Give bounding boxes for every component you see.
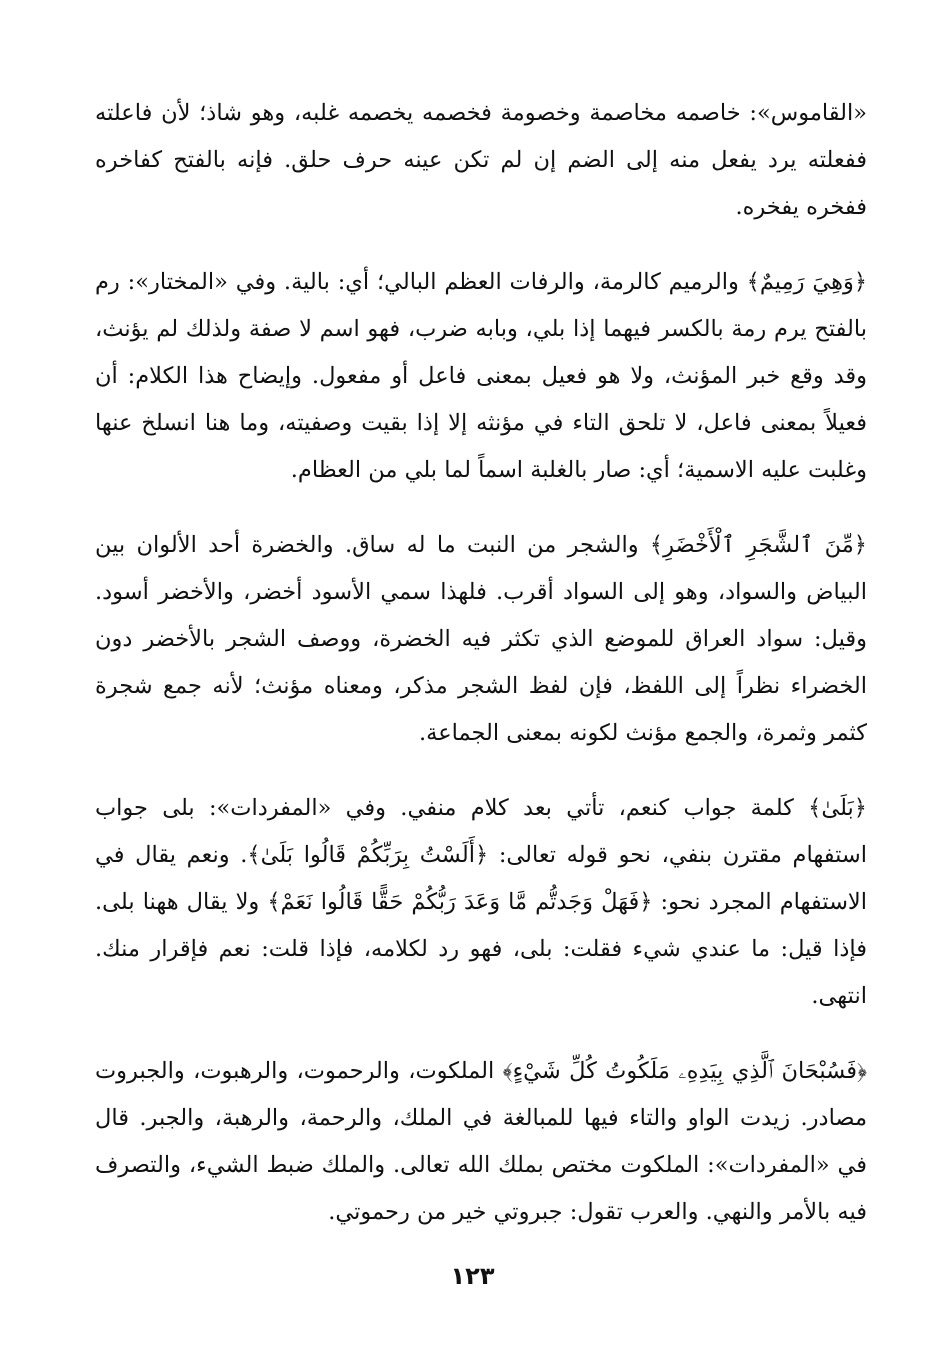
paragraph-5: ﴿فَسُبْحَانَ ٱلَّذِي بِيَدِهِۦ مَلَكُوتُ كُلِّ شَيْءٍ﴾ الملكوت، والرحموت، والرهبوت، والجبروت مصادر. زيدت الواو والتاء فيها للمبالغة في الملك، والرحمة، والرهبة، والجبر. قال في «المفردات»: الملكوت مختص بملك الله تعالى. والملك ضبط الشيء، والتصرف فيه بالأمر والنهي. والعرب تقول: جبروتي خير من رحموتي. xyxy=(95,1058,867,1225)
paragraph-4: ﴿بَلَىٰ﴾ كلمة جواب كنعم، تأتي بعد كلام منفي. وفي «المفردات»: بلى جواب استفهام مقترن بنفي، نحو قوله تعالى: ﴿أَلَسْتُ بِرَبِّكُمْ قَالُوا بَلَىٰ﴾. ونعم يقال في الاستفهام المجرد نحو: ﴿فَهَلْ وَجَدتُّم مَّا وَعَدَ رَبُّكُمْ حَقًّا قَالُوا نَعَمْ﴾ ولا يقال ههنا بلى. فإذا قيل: ما عندي شيء فقلت: بلى، فهو رد لكلامه، فإذا قلت: نعم فإقرار منك. انتهى. xyxy=(95,795,867,1009)
page-number: ١٢٣ xyxy=(450,1262,495,1290)
paragraph-1: «القاموس»: خاصمه مخاصمة وخصومة فخصمه يخصمه غلبه، وهو شاذ؛ لأن فاعلته ففعلته يرد يفعل منه إلى الضم إن لم تكن عينه حرف حلق. فإنه بالفتح كفاخره ففخره يفخره. xyxy=(95,100,867,220)
paragraph-3: ﴿مِّنَ ٱلشَّجَرِ ٱلْأَخْضَرِ﴾ والشجر من النبت ما له ساق. والخضرة أحد الألوان بين البياض والسواد، وهو إلى السواد أقرب. فلهذا سمي الأسود أخضر، والأخضر أسود. وقيل: سواد العراق للموضع الذي تكثر فيه الخضرة، ووصف الشجر بالأخضر دون الخضراء نظراً إلى اللفظ، فإن لفظ الشجر مذكر، ومعناه مؤنث؛ لأنه جمع شجرة كثمر وثمرة، والجمع مؤنث لكونه بمعنى الجماعة. xyxy=(95,532,867,746)
paragraph-2: ﴿وَهِيَ رَمِيمٌ﴾ والرميم كالرمة، والرفات العظم البالي؛ أي: بالية. وفي «المختار»: رم بالفتح يرم رمة بالكسر فيهما إذا بلي، وبابه ضرب، فهو اسم لا صفة ولذلك لم يؤنث، وقد وقع خبر المؤنث، ولا هو فعيل بمعنى فاعل أو مفعول. وإيضاح هذا الكلام: أن فعيلاً بمعنى فاعل، لا تلحق التاء في مؤنثه إلا إذا بقيت وصفيته، وما هنا انسلخ عنها وغلبت عليه الاسمية؛ أي: صار بالغلبة اسماً لما بلي من العظام. xyxy=(95,269,867,483)
page-body xyxy=(95,90,867,1264)
